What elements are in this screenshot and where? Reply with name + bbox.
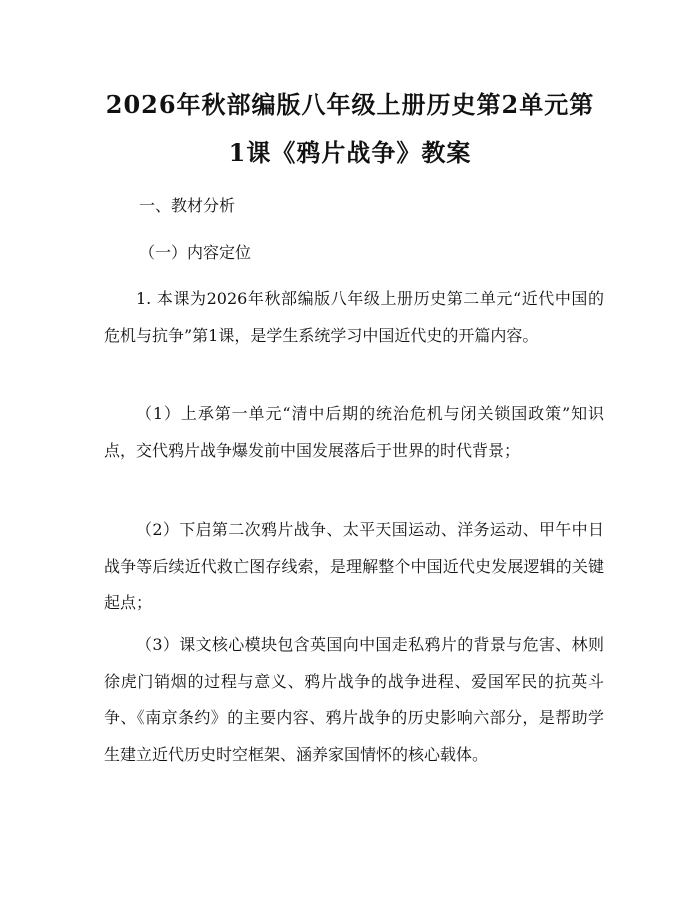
section-heading: 一、教材分析 [139, 196, 236, 215]
document-title-line-2: 1课《鸦片战争》教案 [228, 138, 472, 167]
paragraph-point-3: （3）课文核心模块包含英国向中国走私鸦片的背景与危害、林则徐虎门销烟的过程与意义、鸦片战争的战争进程、爱国军民的抗英斗争、《南京条约》的主要内容、鸦片战争的历史影响六部分，是帮助学生建立近代历史时空框架、涵养家国情怀的核心载体。 [104, 635, 604, 764]
paragraph-point-2: （2）下启第二次鸦片战争、太平天国运动、洋务运动、甲午中日战争等后续近代救亡图存线索，是理解整个中国近代史发展逻辑的关键起点； [104, 520, 604, 612]
paragraph-intro: 1. 本课为2026年秋部编版八年级上册历史第二单元“近代中国的危机与抗争”第1课，是学生系统学习中国近代史的开篇内容。 [104, 289, 604, 345]
subsection-heading: （一）内容定位 [139, 243, 252, 262]
paragraph-point-1: （1）上承第一单元“清中后期的统治危机与闭关锁国政策”知识点，交代鸦片战争爆发前中国发展落后于世界的时代背景； [104, 404, 604, 460]
document-title-line-1: 2026年秋部编版八年级上册历史第2单元第 [105, 90, 595, 119]
